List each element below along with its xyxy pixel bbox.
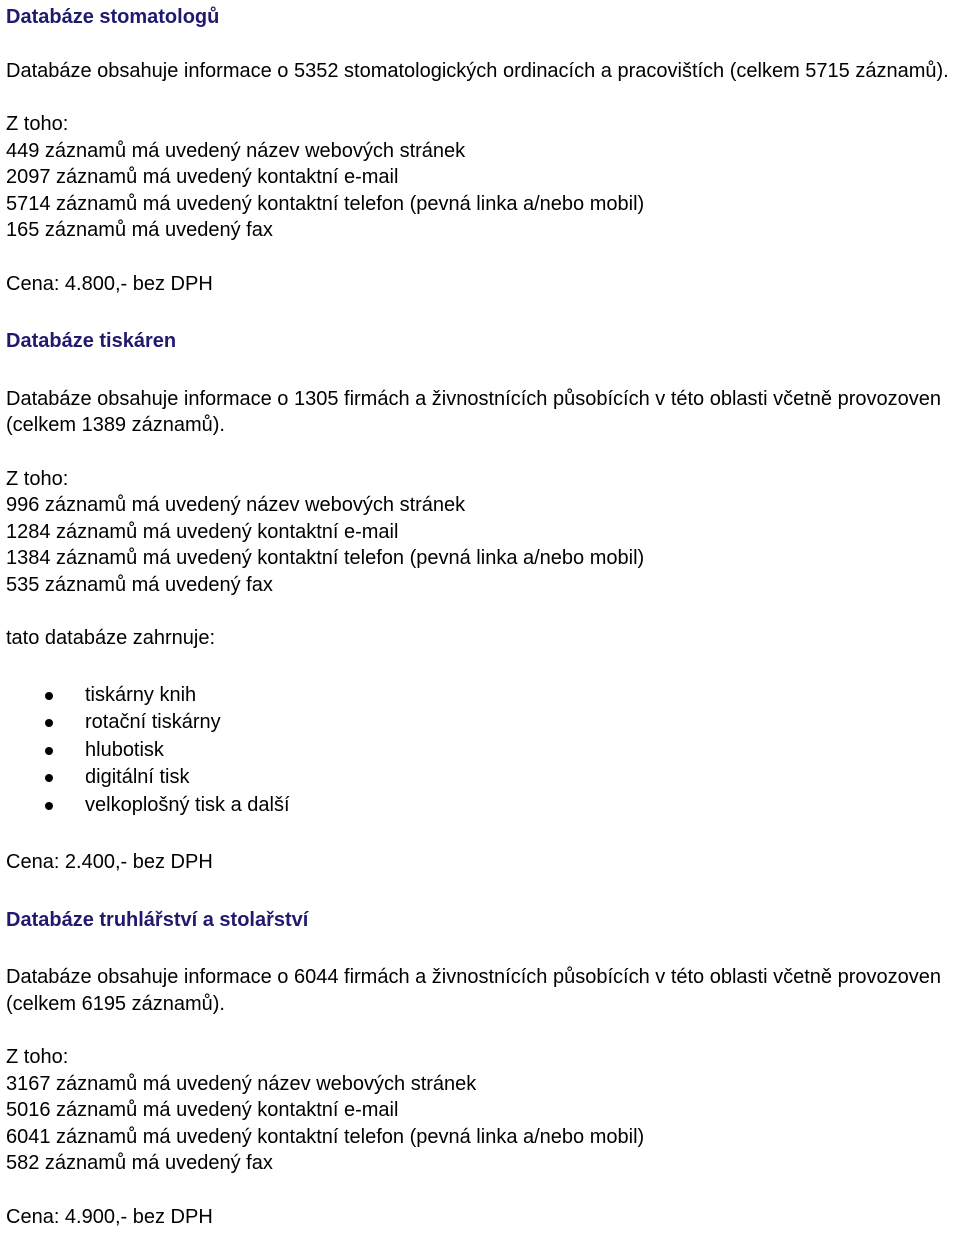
section-intro: Databáze obsahuje informace o 1305 firmách a živnostnících působících v této oblasti včetně provozoven (celkem 1389 záznamů). <box>6 387 941 436</box>
includes-list <box>6 682 954 820</box>
list-item <box>6 682 954 710</box>
stat-email: 1284 záznamů má uvedený kontaktní e-mail <box>6 520 399 543</box>
list-item <box>6 792 954 820</box>
section-title: Databáze tiskáren <box>6 330 177 352</box>
includes-label: tato databáze zahrnuje: <box>6 627 216 649</box>
section-intro: Databáze obsahuje informace o 5352 stomatologických ordinacích a pracovištích (celkem 5715 záznamů). <box>6 59 949 82</box>
stat-web: 449 záznamů má uvedený název webových stránek <box>6 139 466 162</box>
list-item <box>6 737 954 765</box>
list-item-label: rotační tiskárny <box>85 711 221 733</box>
list-item-label: tiskárny knih <box>85 683 197 706</box>
price: Cena: 4.900,- bez DPH <box>6 1205 213 1228</box>
stat-phone: 6041 záznamů má uvedený kontaktní telefon (pevná linka a/nebo mobil) <box>6 1125 645 1148</box>
stat-email: 2097 záznamů má uvedený kontaktní e-mail <box>6 166 399 188</box>
stat-web: 996 záznamů má uvedený název webových stránek <box>6 494 466 516</box>
price: Cena: 2.400,- bez DPH <box>6 851 213 873</box>
price: Cena: 4.800,- bez DPH <box>6 272 213 295</box>
bullet-icon <box>45 774 53 782</box>
list-item-label: velkoplošný tisk a další <box>85 793 290 816</box>
section-intro: Databáze obsahuje informace o 6044 firmách a živnostnících působících v této oblasti včetně provozoven (celkem 6195 záznamů). <box>6 966 941 1015</box>
section-truhlarstvi <box>6 907 954 1231</box>
bullet-icon <box>45 802 53 810</box>
bullet-icon <box>45 692 53 700</box>
section-title: Databáze stomatologů <box>6 6 220 28</box>
list-item <box>6 709 954 737</box>
section-tiskarny <box>6 328 954 876</box>
stat-fax: 535 záznamů má uvedený fax <box>6 573 273 596</box>
section-stomatologove <box>6 4 954 297</box>
stat-email: 5016 záznamů má uvedený kontaktní e-mail <box>6 1099 399 1121</box>
list-item-label: digitální tisk <box>85 766 190 788</box>
stats-list <box>6 1071 954 1177</box>
stats-list <box>6 492 954 598</box>
section-title: Databáze truhlářství a stolařství <box>6 908 309 931</box>
z-toho-label: Z toho: <box>6 1046 69 1068</box>
stat-web: 3167 záznamů má uvedený název webových stránek <box>6 1072 477 1095</box>
stat-fax: 582 záznamů má uvedený fax <box>6 1152 273 1174</box>
stat-phone: 5714 záznamů má uvedený kontaktní telefon (pevná linka a/nebo mobil) <box>6 192 645 215</box>
list-item-label: hlubotisk <box>85 738 164 761</box>
stats-list <box>6 138 954 244</box>
list-item <box>6 764 954 792</box>
bullet-icon <box>45 719 53 727</box>
stat-phone: 1384 záznamů má uvedený kontaktní telefon (pevná linka a/nebo mobil) <box>6 547 645 569</box>
stat-fax: 165 záznamů má uvedený fax <box>6 219 273 241</box>
z-toho-label: Z toho: <box>6 113 69 135</box>
bullet-icon <box>45 747 53 755</box>
z-toho-label: Z toho: <box>6 467 69 490</box>
